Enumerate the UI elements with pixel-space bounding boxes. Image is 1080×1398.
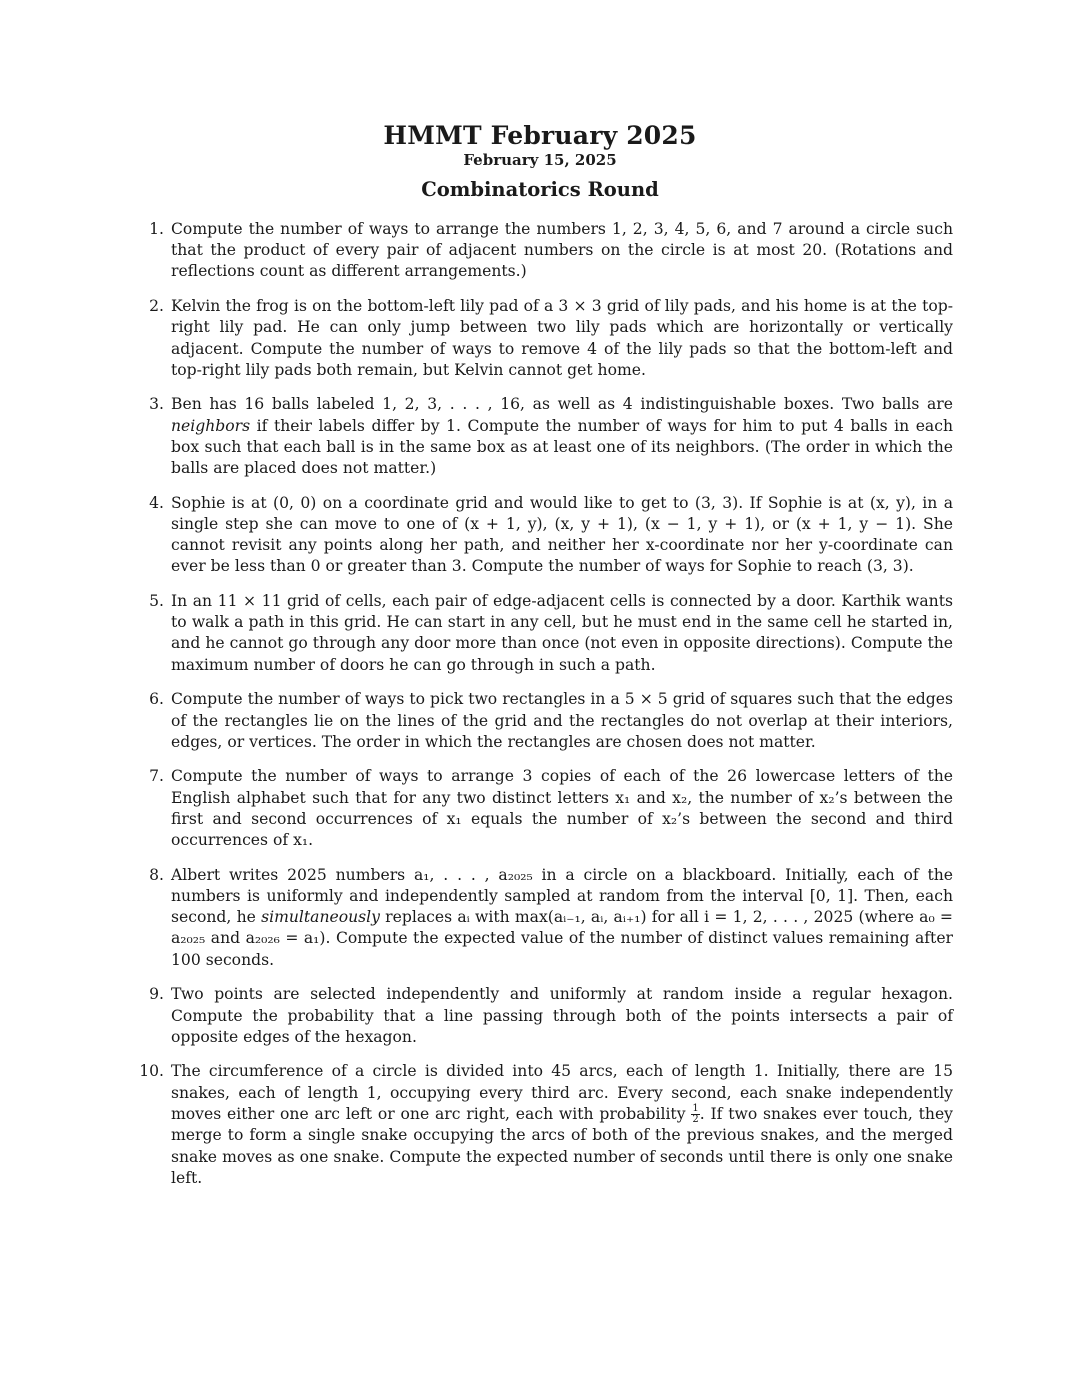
problem-1 bbox=[0, 219, 953, 283]
problem-text-part-b: replaces aᵢ with max(aᵢ₋₁, aᵢ, aᵢ₊₁) for all i = 1, 2, . . . , 2025 (where a₀ = a₂₀₂₅ and a₂₀₂₆ = a₁). Compute the expected value of the number of distinct values remaining after 100 seconds. bbox=[171, 908, 953, 969]
problem-text-part-a: Ben has 16 balls labeled 1, 2, 3, . . . , 16, as well as 4 indistinguishable boxes. Two balls are bbox=[171, 395, 953, 414]
problem-text: In an 11 × 11 grid of cells, each pair of edge-adjacent cells is connected by a door. Karthik wants to walk a path in this grid. He can start in any cell, but he must end in the same cell he started in, and he cannot go through any door more than once (not even in opposite directions). Compute the maximum number of doors he can go through in such a path. bbox=[171, 592, 953, 674]
fraction-one-half bbox=[691, 1104, 699, 1125]
problem-9 bbox=[0, 984, 953, 1048]
problem-3 bbox=[0, 394, 953, 479]
problem-5 bbox=[0, 591, 953, 676]
emphasized-term: neighbors bbox=[171, 416, 251, 435]
problem-list bbox=[0, 219, 1080, 1202]
problem-number: 4. bbox=[149, 493, 164, 512]
problem-number: 1. bbox=[149, 220, 164, 238]
problem-number: 6. bbox=[149, 690, 164, 709]
problem-number: 10. bbox=[139, 1062, 164, 1081]
problem-text-part-a: Albert writes 2025 numbers a₁, . . . , a₂₀₂₅ in a circle on a blackboard. Initially, each of the numbers is uniformly and independently sampled at random from the interval [0, 1]. Then, each second, he bbox=[171, 865, 953, 927]
problem-text-part-b: if their labels differ by 1. Compute the number of ways for him to put 4 balls in each box such that each ball is in the same box as at least one of its neighbors. (The order in which the balls are placed does not matter.) bbox=[171, 416, 953, 478]
problem-number: 5. bbox=[149, 592, 164, 611]
problem-text: Kelvin the frog is on the bottom-left lily pad of a 3 × 3 grid of lily pads, and his home is at the top-right lily pad. He can only jump between two lily pads which are horizontally or vertically adjacent. Compute the number of ways to remove 4 of the lily pads so that the bottom-left and top-right lily pads both remain, but Kelvin cannot get home. bbox=[171, 297, 953, 379]
problem-text-part-a: The circumference of a circle is divided into 45 arcs, each of length 1. Initially, there are 15 snakes, each of length 1, occupying every third arc. Every second, each snake independently moves either one arc left or one arc right, each with probability bbox=[171, 1062, 953, 1123]
emphasized-term: simultaneously bbox=[261, 908, 380, 927]
problem-text: Two points are selected independently and uniformly at random inside a regular hexagon. Compute the probability that a line passing through both of the points intersects a pair of opposite edges of the hexagon. bbox=[171, 985, 953, 1046]
problem-10 bbox=[0, 1061, 953, 1189]
problem-text-part-b: . If two snakes ever touch, they merge to form a single snake occupying the arcs of both of the previous snakes, and the merged snake moves as one snake. Compute the expected number of seconds until there is only one snake left. bbox=[171, 1104, 953, 1187]
problem-number: 7. bbox=[149, 767, 164, 786]
page-title: HMMT February 2025 bbox=[383, 121, 697, 150]
fraction-denominator: 2 bbox=[692, 1114, 699, 1126]
problem-number: 2. bbox=[149, 297, 164, 316]
problem-text: Compute the number of ways to arrange the numbers 1, 2, 3, 4, 5, 6, and 7 around a circle such that the product of every pair of adjacent numbers on the circle is at most 20. (Rotations and reflections count as different arrangements.) bbox=[171, 220, 953, 281]
exam-date: February 15, 2025 bbox=[463, 151, 617, 169]
problem-4 bbox=[0, 493, 953, 578]
problem-6 bbox=[0, 689, 953, 753]
problem-text: Compute the number of ways to pick two rectangles in a 5 × 5 grid of squares such that the edges of the rectangles lie on the lines of the grid and the rectangles do not overlap at their interiors, edges, or vertices. The order in which the rectangles are chosen does not matter. bbox=[171, 690, 953, 751]
problem-7 bbox=[0, 766, 953, 851]
problem-text: Compute the number of ways to arrange 3 copies of each of the 26 lowercase letters of the English alphabet such that for any two distinct letters x₁ and x₂, the number of x₂’s between the first and second occurrences of x₁ equals the number of x₂’s between the second and third occurrences of x₁. bbox=[171, 767, 953, 850]
round-title: Combinatorics Round bbox=[421, 178, 659, 201]
problem-text: Sophie is at (0, 0) on a coordinate grid and would like to get to (3, 3). If Sophie is at (x, y), in a single step she can move to one of (x + 1, y), (x, y + 1), (x − 1, y + 1), or (x + 1, y − 1). She cannot revisit any points along her path, and neither her x-coordinate nor her y-coordinate can ever be less than 0 or greater than 3. Compute the number of ways for Sophie to reach (3, 3). bbox=[171, 493, 953, 576]
problem-number: 3. bbox=[149, 395, 164, 414]
problem-2 bbox=[0, 296, 953, 381]
problem-number: 8. bbox=[149, 865, 164, 884]
problem-number: 9. bbox=[149, 985, 164, 1004]
fraction-numerator: 1 bbox=[692, 1103, 699, 1115]
problem-8 bbox=[0, 865, 953, 971]
